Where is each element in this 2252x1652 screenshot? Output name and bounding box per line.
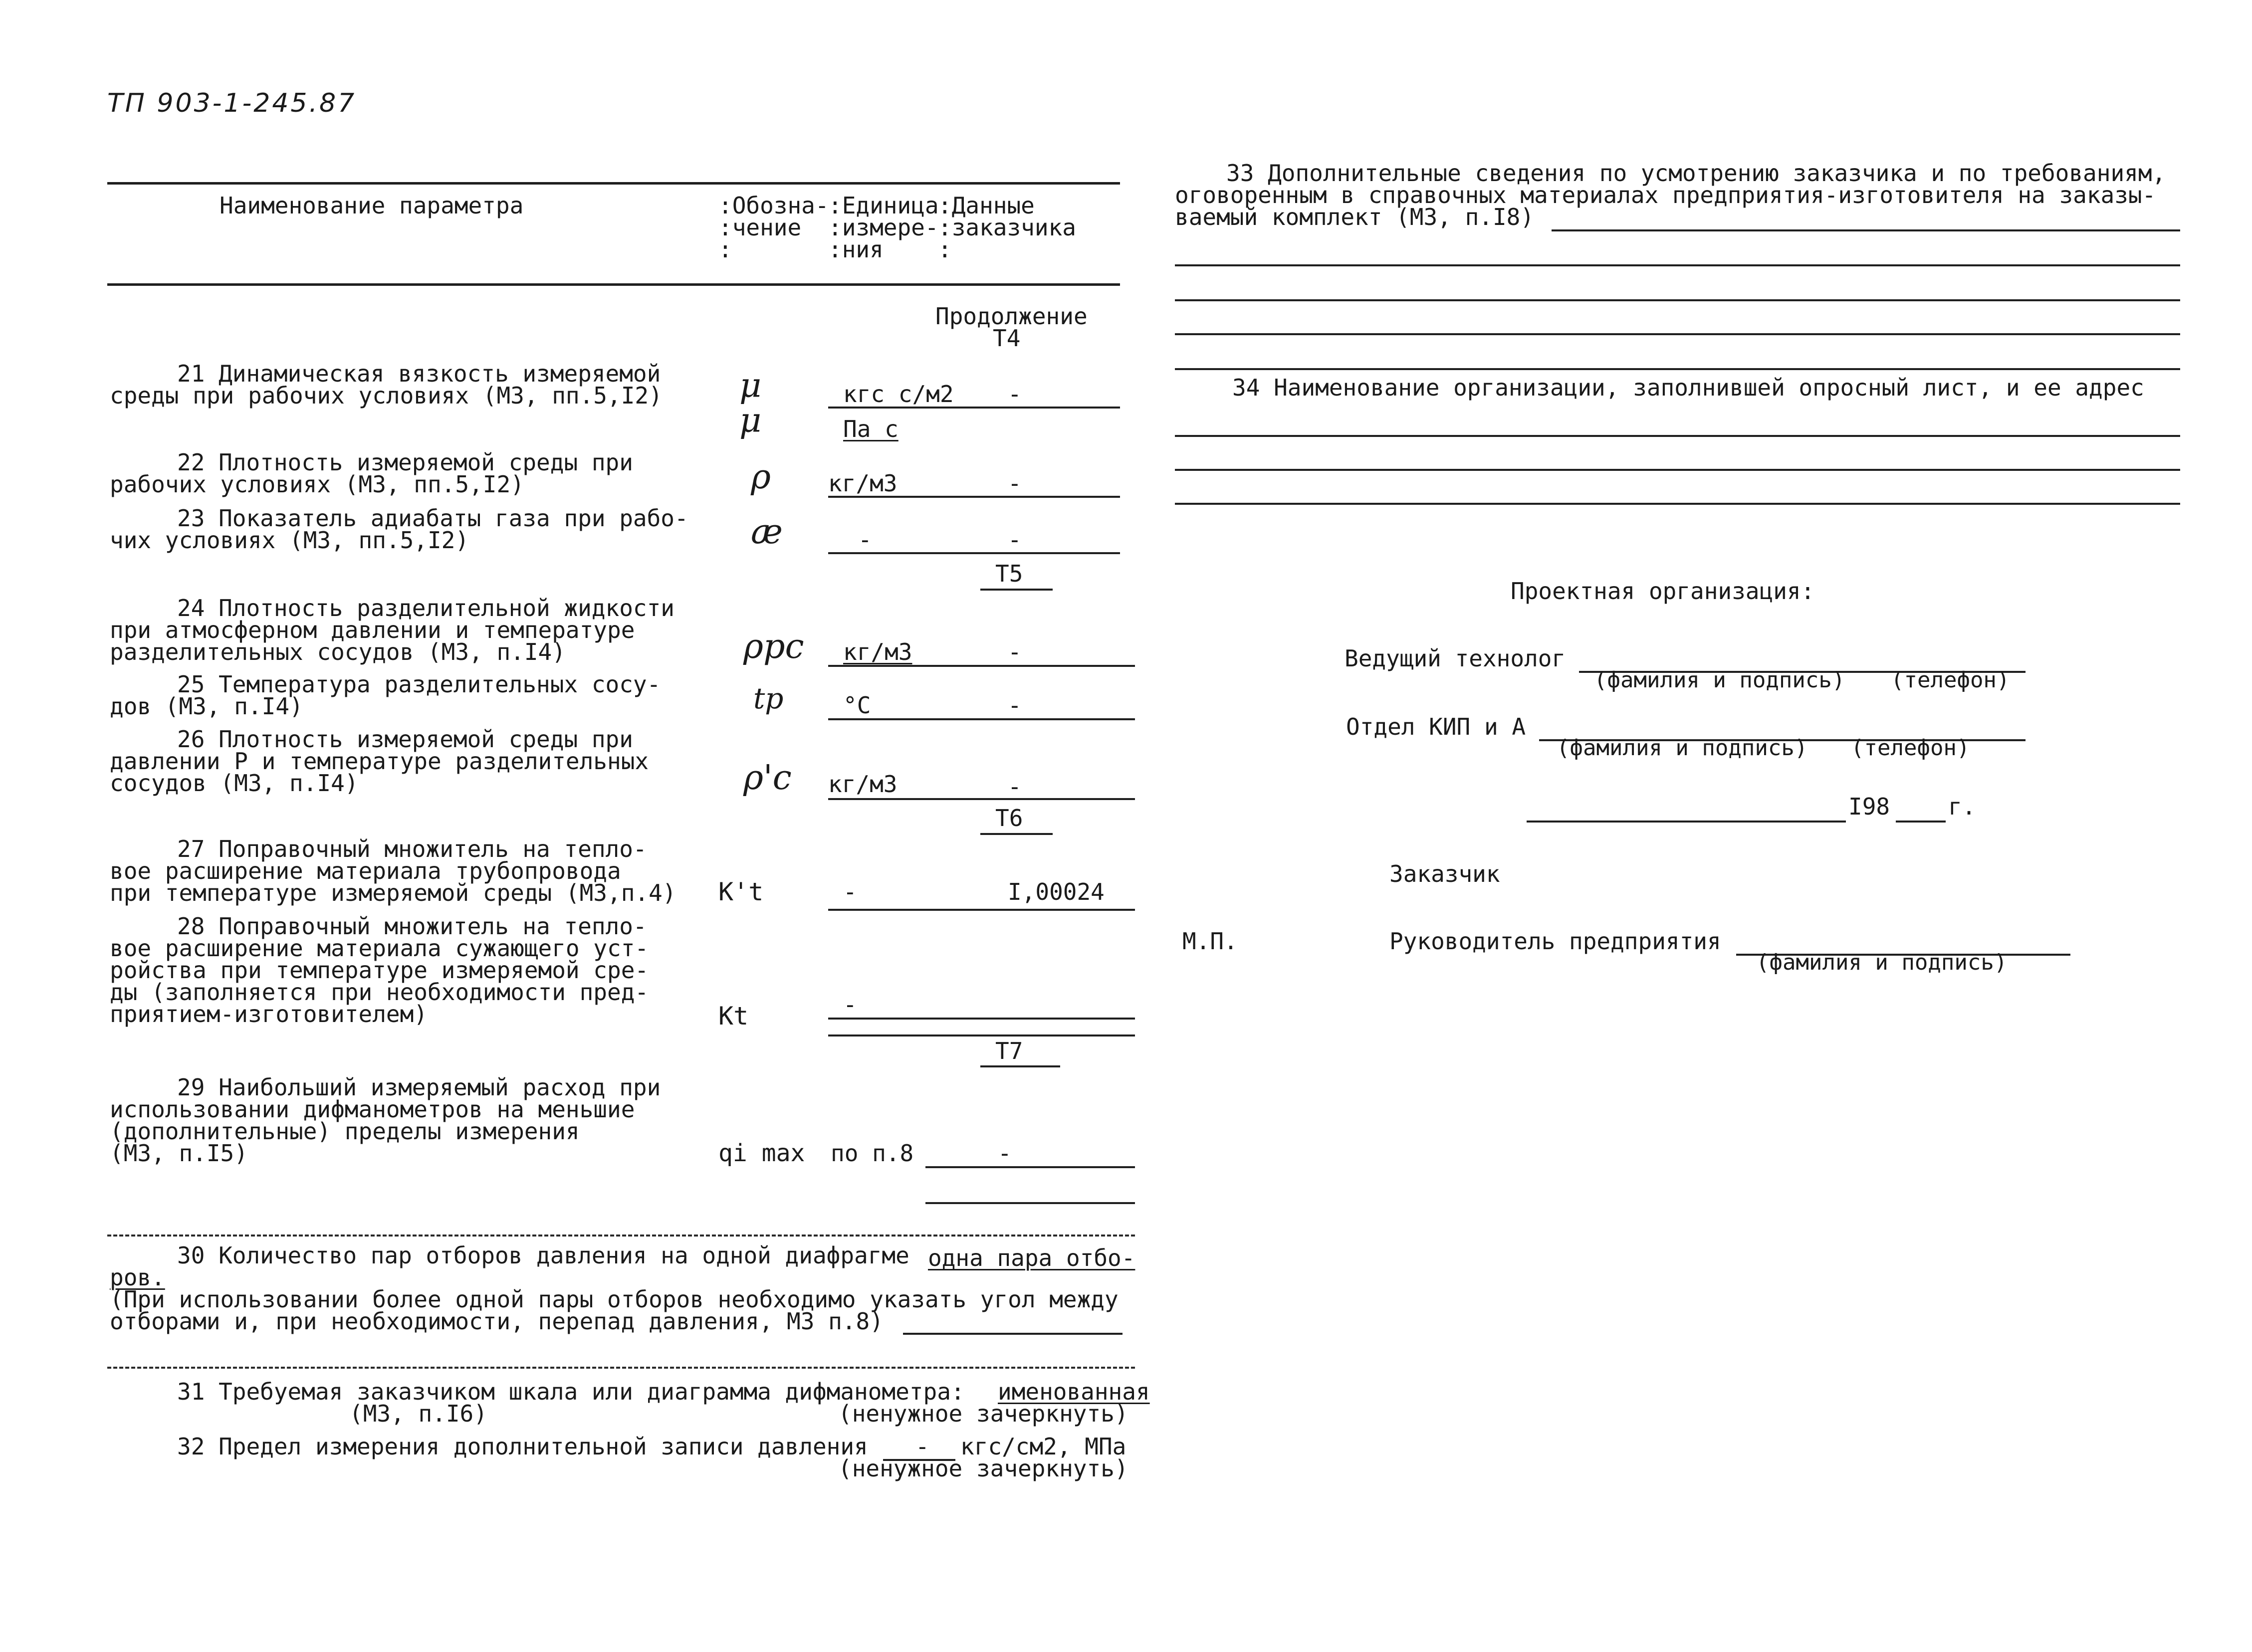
customer-label: Заказчик bbox=[1389, 860, 1500, 887]
p34-text: 34 Наименование организации, заполнившей опросный лист, и ее адрес bbox=[1232, 374, 2144, 401]
p22-symbol: ρ bbox=[751, 457, 771, 497]
col-header-sym-1: :Обозна- bbox=[718, 192, 829, 219]
p22-value: - bbox=[1008, 470, 1022, 497]
dept-name-sig: (фамилия и подпись) bbox=[1557, 735, 1808, 761]
p29-line-1: 29 Наибольший измеряемый расход при bbox=[177, 1074, 661, 1101]
p28-line-3: ройства при температуре измеряемой сре- bbox=[110, 957, 649, 984]
p30-line-1: 30 Количество пар отборов давления на одной диафрагме bbox=[177, 1242, 909, 1269]
p21-value: - bbox=[1008, 381, 1022, 408]
p22-underline bbox=[828, 496, 1120, 498]
p27-unit: - bbox=[843, 878, 857, 905]
p25-value: - bbox=[1008, 692, 1022, 719]
p27-line-2: вое расширение материала трубопровода bbox=[110, 857, 621, 884]
p21-symbol: μ bbox=[739, 366, 762, 406]
p32-units: кгс/см2, МПа bbox=[960, 1433, 1126, 1460]
p33-answer-line-1 bbox=[1552, 229, 2180, 231]
p28-line-1: 28 Поправочный множитель на тепло- bbox=[177, 913, 647, 940]
p25-line-2: дов (МЗ, п.I4) bbox=[110, 693, 303, 720]
p28-value: - bbox=[843, 991, 857, 1018]
p21-unit: кгс с/м2 bbox=[843, 381, 954, 408]
p28-underline-2 bbox=[828, 1034, 1135, 1036]
p33-answer-line-4 bbox=[1175, 333, 2180, 335]
t6-underline bbox=[980, 833, 1053, 835]
section-rule-30 bbox=[107, 1235, 1135, 1237]
p27-line-1: 27 Поправочный множитель на тепло- bbox=[177, 835, 647, 862]
p21-underline bbox=[828, 407, 1120, 409]
p30-line-3: отборами и, при необходимости, перепад давления, МЗ п.8) bbox=[110, 1308, 884, 1335]
p27-symbol: K't bbox=[718, 877, 764, 906]
lead-name-sig: (фамилия и подпись) bbox=[1594, 667, 1845, 693]
p29-unit: по п.8 bbox=[831, 1140, 914, 1167]
p31-note: (ненужное зачеркнуть) bbox=[838, 1400, 1128, 1427]
p26-value: - bbox=[1008, 773, 1022, 800]
p34-answer-line-3 bbox=[1175, 503, 2180, 505]
p22-unit: кг/м3 bbox=[828, 470, 898, 497]
dept-phone: (телефон) bbox=[1851, 735, 1970, 761]
p23-symbol: æ bbox=[751, 512, 783, 552]
year-prefix: I98 bbox=[1848, 793, 1890, 820]
p31-ref: (МЗ, п.I6) bbox=[349, 1400, 487, 1427]
t5-underline bbox=[980, 589, 1053, 591]
p26-line-3: сосудов (МЗ, п.I4) bbox=[110, 770, 359, 797]
p23-underline bbox=[828, 552, 1120, 554]
p23-value: - bbox=[1008, 526, 1022, 553]
col-header-data-2: :заказчика bbox=[938, 214, 1076, 241]
year-suffix: г. bbox=[1948, 793, 1976, 820]
head-name-sig: (фамилия и подпись) bbox=[1756, 950, 2008, 975]
section-rule-31 bbox=[107, 1367, 1135, 1369]
p30-answer-line bbox=[903, 1333, 1123, 1335]
p23-line-2: чих условиях (МЗ, пп.5,I2) bbox=[110, 527, 469, 554]
p33-line-1: 33 Дополнительные сведения по усмотрению заказчика и по требованиям, bbox=[1226, 160, 2166, 187]
lead-technologist-label: Ведущий технолог bbox=[1345, 645, 1566, 672]
table-t7-label: Т7 bbox=[995, 1037, 1023, 1064]
stamp-place-label: М.П. bbox=[1182, 928, 1238, 955]
p29-underline-1 bbox=[925, 1166, 1135, 1168]
table-header-rule bbox=[107, 283, 1120, 286]
p32-value: - bbox=[915, 1433, 929, 1460]
p26-line-2: давлении Р и температуре разделительных bbox=[110, 748, 649, 775]
table-t5-label: Т5 bbox=[995, 560, 1023, 587]
p24-unit: кг/м3 bbox=[843, 638, 912, 665]
p33-line-2: оговоренным в справочных материалах предприятия-изготовителя на заказы- bbox=[1175, 182, 2156, 208]
dept-kip-label: Отдел КИП и А bbox=[1346, 713, 1526, 740]
p33-answer-line-2 bbox=[1175, 264, 2180, 266]
p21-symbol-2: μ bbox=[739, 401, 762, 440]
p29-symbol: qi max bbox=[718, 1139, 805, 1167]
p33-answer-line-3 bbox=[1175, 299, 2180, 301]
continuation-table: Т4 bbox=[993, 325, 1021, 352]
p28-line-5: приятием-изготовителем) bbox=[110, 1001, 428, 1028]
p32-line-1: 32 Предел измерения дополнительной записи давления bbox=[177, 1433, 868, 1460]
p29-line-3: (дополнительные) пределы измерения bbox=[110, 1118, 580, 1145]
p26-line-1: 26 Плотность измеряемой среды при bbox=[177, 726, 633, 753]
p28-line-2: вое расширение материала сужающего уст- bbox=[110, 935, 649, 962]
p33-line-3: ваемый комплект (МЗ, п.I8) bbox=[1175, 204, 1535, 230]
p31-value: именованная bbox=[998, 1378, 1150, 1405]
col-header-sym-3: : bbox=[718, 236, 732, 263]
p24-underline bbox=[828, 665, 1135, 667]
p23-line-1: 23 Показатель адиабаты газа при рабо- bbox=[177, 505, 688, 532]
p22-line-2: рабочих условиях (МЗ, пп.5,I2) bbox=[110, 471, 524, 498]
p28-underline-1 bbox=[828, 1018, 1135, 1020]
col-header-name: Наименование параметра bbox=[220, 192, 524, 219]
p21-unit-2: Па с bbox=[843, 415, 899, 442]
p27-value: I,00024 bbox=[1008, 878, 1105, 905]
p25-line-1: 25 Температура разделительных сосу- bbox=[177, 671, 661, 698]
p30-value: одна пара отбо- bbox=[928, 1244, 1135, 1271]
continuation-label: Продолжение bbox=[935, 303, 1088, 330]
p27-underline bbox=[828, 909, 1135, 911]
p32-note: (ненужное зачеркнуть) bbox=[838, 1455, 1128, 1482]
p24-line-3: разделительных сосудов (МЗ, п.I4) bbox=[110, 638, 566, 665]
p34-answer-line-1 bbox=[1175, 435, 2180, 437]
p33-answer-line-5 bbox=[1175, 368, 2180, 370]
p34-answer-line-2 bbox=[1175, 469, 2180, 471]
p29-line-2: использовании дифманометров на меньшие bbox=[110, 1096, 635, 1123]
p28-line-4: ды (заполняется при необходимости пред- bbox=[110, 979, 649, 1006]
lead-phone: (телефон) bbox=[1891, 667, 2010, 693]
col-header-data-3: : bbox=[938, 236, 952, 263]
col-header-unit-2: :измере- bbox=[828, 214, 939, 241]
p27-line-3: при температуре измеряемой среды (МЗ,п.4) bbox=[110, 879, 676, 906]
table-top-rule bbox=[107, 182, 1120, 185]
p29-underline-2 bbox=[925, 1202, 1135, 1204]
p29-value: - bbox=[998, 1140, 1012, 1167]
p21-line-2: среды при рабочих условиях (МЗ, пп.5,I2) bbox=[110, 382, 663, 409]
p24-line-2: при атмосферном давлении и температуре bbox=[110, 617, 635, 643]
doc-code: ТП 903-1-245.87 bbox=[107, 88, 357, 118]
p23-unit: - bbox=[858, 526, 872, 553]
col-header-unit-1: :Единица bbox=[828, 192, 939, 219]
date-line-2 bbox=[1896, 821, 1946, 823]
p24-value: - bbox=[1008, 638, 1022, 665]
col-header-unit-3: :ния bbox=[828, 236, 884, 263]
col-header-data-1: :Данные bbox=[938, 192, 1035, 219]
p30-value-cont: ров. bbox=[110, 1264, 165, 1291]
col-header-sym-2: :чение bbox=[718, 214, 802, 241]
date-line-1 bbox=[1527, 821, 1846, 823]
t7-underline bbox=[980, 1065, 1060, 1067]
p26-symbol: ρ'с bbox=[743, 758, 792, 798]
enterprise-head-label: Руководитель предприятия bbox=[1389, 928, 1721, 955]
p28-symbol: Kt bbox=[718, 1002, 749, 1031]
p26-unit: кг/м3 bbox=[828, 771, 898, 798]
design-org-label: Проектная организация: bbox=[1511, 578, 1815, 605]
p25-symbol: tр bbox=[753, 681, 784, 715]
p21-line-1: 21 Динамическая вязкость измеряемой bbox=[177, 360, 661, 387]
p26-underline bbox=[828, 798, 1135, 800]
p24-symbol: ρрс bbox=[743, 627, 804, 666]
p22-line-1: 22 Плотность измеряемой среды при bbox=[177, 449, 633, 476]
p31-line-1: 31 Требуемая заказчиком шкала или диаграмма дифманометра: bbox=[177, 1378, 965, 1405]
p25-underline bbox=[828, 718, 1135, 720]
p30-line-2: (При использовании более одной пары отборов необходимо указать угол между bbox=[110, 1286, 1119, 1313]
table-t6-label: Т6 bbox=[995, 805, 1023, 831]
p25-unit: °С bbox=[843, 692, 871, 719]
p24-line-1: 24 Плотность разделительной жидкости bbox=[177, 595, 675, 621]
p29-line-4: (МЗ, п.I5) bbox=[110, 1140, 248, 1167]
